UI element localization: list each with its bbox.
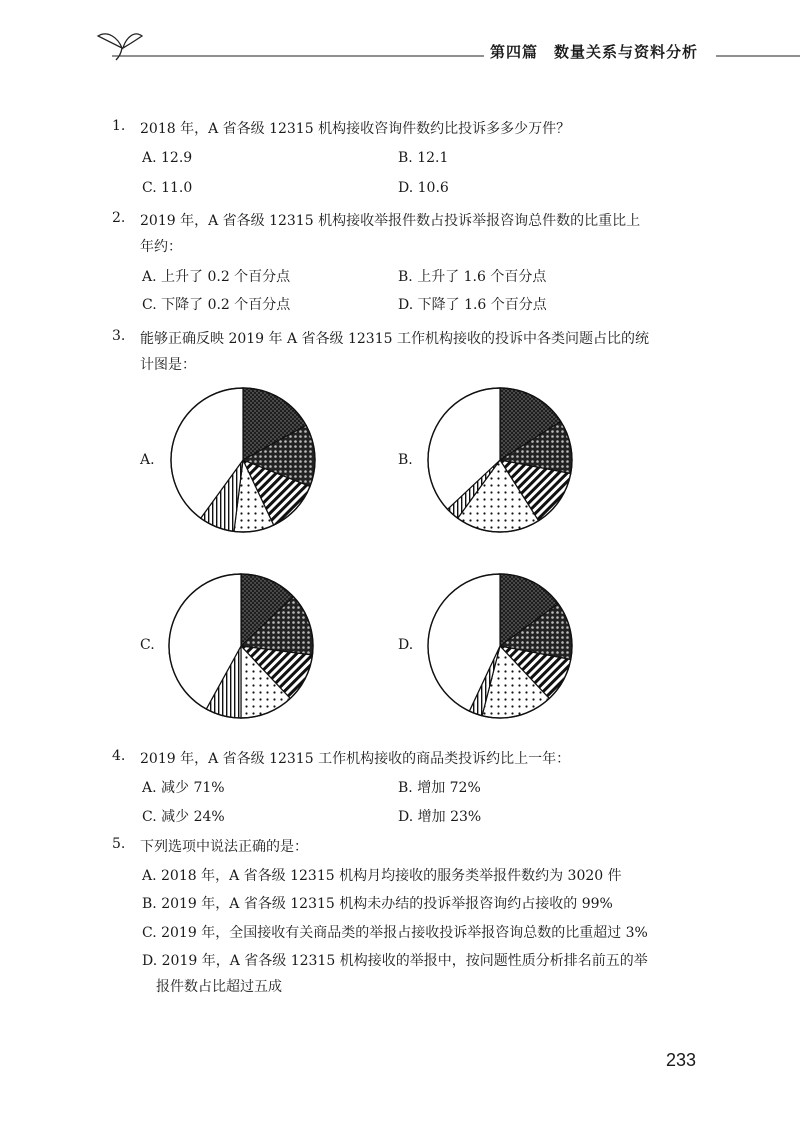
question-stem: 2019 年，A 省各级 12315 机构接收举报件数占投诉举报咨询总件数的比重比上 <box>140 213 641 229</box>
header-decoration <box>0 0 800 80</box>
option-d[interactable]: D. 增加 23% <box>398 809 482 825</box>
option-b[interactable]: B. 上升了 1.6 个百分点 <box>398 269 547 285</box>
question-number: 5. <box>112 836 126 852</box>
option-d[interactable]: D. 2019 年，A 省各级 12315 机构接收的举报中，按问题性质分析排名前五的举 <box>142 953 648 969</box>
question-number: 4. <box>112 748 126 764</box>
question-stem: 2019 年，A 省各级 12315 工作机构接收的商品类投诉约比上一年： <box>140 751 571 767</box>
option-b[interactable]: B. <box>398 452 413 468</box>
option-c[interactable]: C. <box>140 637 155 653</box>
pie-chart-a[interactable] <box>168 384 318 536</box>
option-a[interactable]: A. 12.9 <box>142 150 193 166</box>
option-a[interactable]: A. <box>140 452 155 468</box>
option-c[interactable]: C. 减少 24% <box>142 809 225 825</box>
question-number: 2. <box>112 210 126 226</box>
option-c[interactable]: C. 下降了 0.2 个百分点 <box>142 297 291 313</box>
question-stem: 下列选项中说法正确的是： <box>140 839 308 855</box>
option-a[interactable]: A. 上升了 0.2 个百分点 <box>142 269 291 285</box>
question-number: 3. <box>112 328 126 344</box>
option-c[interactable]: C. 2019 年，全国接收有关商品类的举报占接收投诉举报咨询总数的比重超过 3% <box>142 925 648 941</box>
pie-chart-d[interactable] <box>425 570 575 722</box>
option-c[interactable]: C. 11.0 <box>142 180 193 196</box>
option-d[interactable]: D. 下降了 1.6 个百分点 <box>398 297 547 313</box>
pie-chart-c[interactable] <box>166 570 316 722</box>
option-b[interactable]: B. 2019 年，A 省各级 12315 机构未办结的投诉举报咨询约占接收的 99% <box>142 896 613 912</box>
question-stem-cont: 年约： <box>140 239 182 255</box>
option-d[interactable]: D. <box>398 637 414 653</box>
question-number: 1. <box>112 118 126 134</box>
option-a[interactable]: A. 减少 71% <box>142 780 225 796</box>
question-stem: 能够正确反映 2019 年 A 省各级 12315 工作机构接收的投诉中各类问题占比的统 <box>140 331 649 347</box>
question-stem: 2018 年，A 省各级 12315 机构接收咨询件数约比投诉多多少万件？ <box>140 121 571 137</box>
option-b[interactable]: B. 增加 72% <box>398 780 481 796</box>
question-stem-cont: 计图是： <box>140 357 196 373</box>
pie-chart-b[interactable] <box>425 384 575 536</box>
option-b[interactable]: B. 12.1 <box>398 150 449 166</box>
page-number: 233 <box>666 1050 697 1070</box>
option-d-cont: 报件数占比超过五成 <box>156 979 282 995</box>
chapter-title: 第四篇 数量关系与资料分析 <box>484 41 704 62</box>
option-d[interactable]: D. 10.6 <box>398 180 449 196</box>
option-a[interactable]: A. 2018 年，A 省各级 12315 机构月均接收的服务类举报件数约为 3020 件 <box>142 868 622 884</box>
